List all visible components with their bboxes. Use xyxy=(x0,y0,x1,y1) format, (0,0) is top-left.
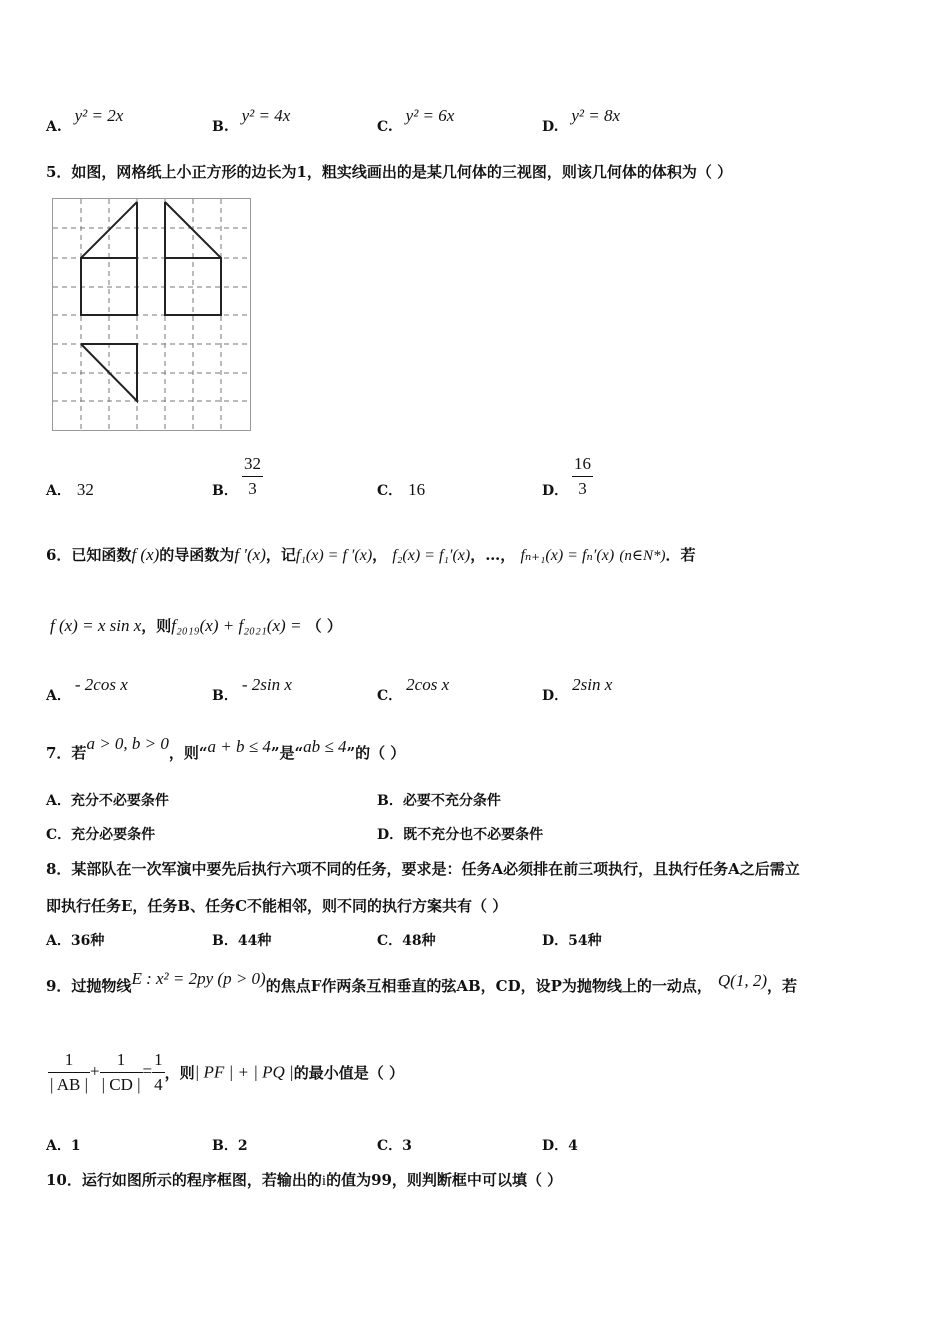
q9-option-b: B．2 xyxy=(212,1138,248,1154)
q8-option-a: A．36种 xyxy=(46,933,105,949)
q4-option-c: C. y² = 6x xyxy=(377,106,455,135)
q5-option-b-label: B． xyxy=(212,483,238,499)
q7-option-b: B．必要不充分条件 xyxy=(377,793,501,809)
q9-line2: $\frac{1}{| AB |}$ + $\frac{1}{| CD |}$ = $\frac{1}{4}$ ，则| PF | + | PQ |的最小值是（ ） xyxy=(50,1050,404,1094)
q10-stem: 10．运行如图所示的程序框图，若输出的i的值为99，则判断框中可以填（ ） xyxy=(46,1171,563,1189)
q5-option-c: C． 16 xyxy=(377,480,426,499)
q6-line2: f (x) = x sin x，则f₂₀₁₉(x) + f₂₀₂₁(x) = （ ） xyxy=(50,616,342,635)
q6-option-a: A．- 2cos x xyxy=(46,675,128,704)
q5-stem: 5．如图，网格纸上小正方形的边长为1，粗实线画出的是某几何体的三视图，则该几何体的体积为（ ） xyxy=(46,163,733,181)
q8-option-b: B．44种 xyxy=(212,933,272,949)
q5-option-b-fraction: $\frac{32}{3}$ xyxy=(244,454,261,498)
q4-option-b: B. y² = 4x xyxy=(212,106,291,135)
q4-option-a: A. y² = 2x xyxy=(46,106,124,135)
q7-option-a: A．充分不必要条件 xyxy=(46,793,169,809)
q8-option-c: C．48种 xyxy=(377,933,436,949)
q6-option-d: D．2sin x xyxy=(542,675,613,704)
three-view-figure xyxy=(52,198,252,432)
q7-option-c: C．充分必要条件 xyxy=(46,827,156,843)
q9-line1: 9．过抛物线E : x² = 2py (p > 0)的焦点F作两条互相垂直的弦AB，CD，设P为抛物线上的一动点， Q(1, 2)，若 xyxy=(46,969,798,995)
q8-line2: 即执行任务E，任务B、任务C不能相邻，则不同的执行方案共有（ ） xyxy=(46,897,508,915)
q7-option-d: D．既不充分也不必要条件 xyxy=(377,827,544,843)
q7-stem: 7．若a > 0, b > 0，则“a + b ≤ 4”是“ab ≤ 4”的（ ） xyxy=(46,734,406,762)
q5-option-a: A． 32 xyxy=(46,480,94,499)
q9-option-a: A．1 xyxy=(46,1138,81,1154)
q6-line1: 6．已知函数f (x)的导函数为f ′(x)，记f₁(x) = f ′(x)， f₂(x) = f₁′(x)，…， fₙ₊₁(x) = fₙ′(x) (n∈N*)．若 xyxy=(46,545,696,564)
q9-option-c: C．3 xyxy=(377,1138,412,1154)
q9-option-d: D．4 xyxy=(542,1138,578,1154)
q5-option-d-label: D． xyxy=(542,483,569,499)
q5-option-d-fraction: $\frac{16}{3}$ xyxy=(574,454,591,498)
q4-option-d: D. y² = 8x xyxy=(542,106,621,135)
q8-option-d: D．54种 xyxy=(542,933,602,949)
q6-option-b: B．- 2sin x xyxy=(212,675,292,704)
q6-option-c: C．2cos x xyxy=(377,675,450,704)
q8-line1: 8．某部队在一次军演中要先后执行六项不同的任务，要求是：任务A必须排在前三项执行，且执行任务A之后需立 xyxy=(46,860,800,878)
